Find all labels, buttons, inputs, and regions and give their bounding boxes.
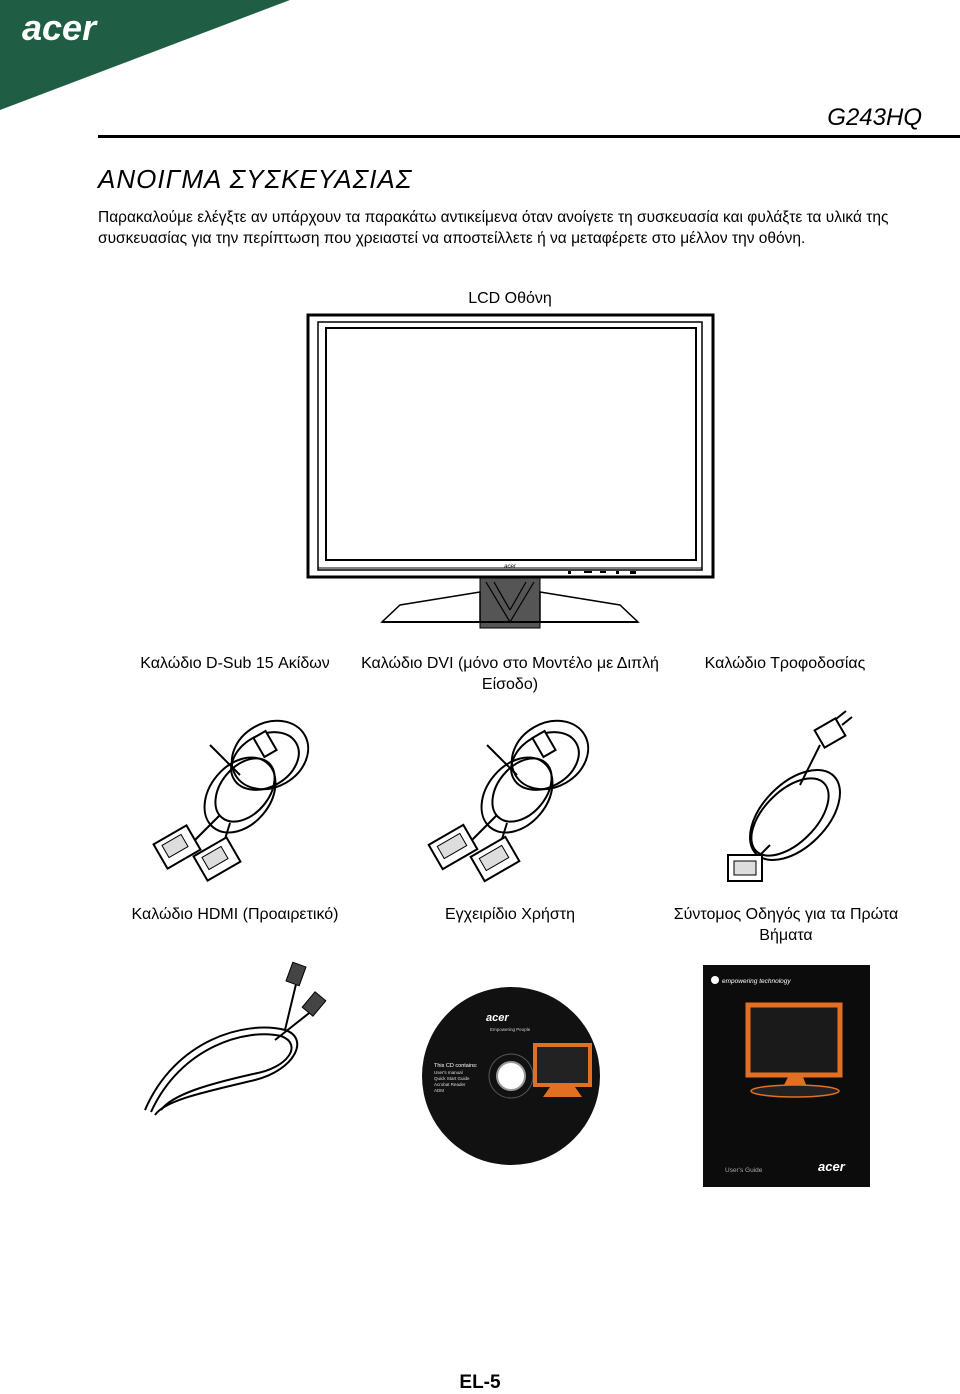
hdmi-cable-image [135,960,335,1130]
booklet-brand: acer [818,1159,845,1174]
dsub-cable-image [150,705,330,885]
cd-brand: acer [486,1012,509,1024]
section-title: ΑΝΟΙΓΜΑ ΣΥΣΚΕΥΑΣΙΑΣ [98,164,413,194]
lcd-monitor-image [300,310,720,630]
cd-tagline: Empowering People [490,1027,531,1032]
power-cable-caption: Καλώδιο Τροφοδοσίας [704,655,866,672]
monitor-bezel-logo: acer [504,564,516,570]
page-number: EL-5 [459,1372,501,1393]
cd-contents-item: ADM [434,1088,444,1093]
cd-contents-title: This CD contains: [434,1063,478,1069]
acer-logo-banner [0,0,290,110]
header-rule [98,135,960,138]
intro-paragraph: Παρακαλούμε ελέγξτε αν υπάρχουν τα παρακάτω αντικείμενα όταν ανοίγετε τη συσκευασία και φυλάξτε τα υλικά της συσκευασίας για την περίπτωση που χρειαστεί να αποστείλλετε ή να μεταφέρετε στο μέλλον την οθόνη. [98,209,889,247]
cd-image [420,985,602,1167]
cd-contents-item: Acrobat Reader [434,1082,466,1087]
dsub-cable-caption: Καλώδιο D-Sub 15 Ακίδων [140,655,330,672]
cd-contents-item: User's manual [434,1070,463,1075]
booklet-tagline: empowering technology [722,978,791,985]
power-cable-image [710,705,870,885]
quick-start-guide-caption: Σύντομος Οδηγός για τα Πρώτα Βήματα [673,906,899,944]
dvi-cable-image [425,705,605,885]
hdmi-cable-caption: Καλώδιο HDMI (Προαιρετικό) [131,906,339,923]
monitor-caption: LCD Οθόνη [468,290,552,307]
model-name: G243HQ [827,104,922,131]
acer-logo: acer [22,7,97,48]
booklet-footer: User's Guide [725,1167,763,1174]
dvi-cable-caption: Καλώδιο DVI (μόνο στο Μοντέλο με Διπλή Είσοδο) [361,655,659,693]
quick-start-guide-image [703,965,870,1187]
cd-contents-item: Quick Start Guide [434,1076,470,1081]
user-manual-caption: Εγχειρίδιο Χρήστη [445,906,575,923]
